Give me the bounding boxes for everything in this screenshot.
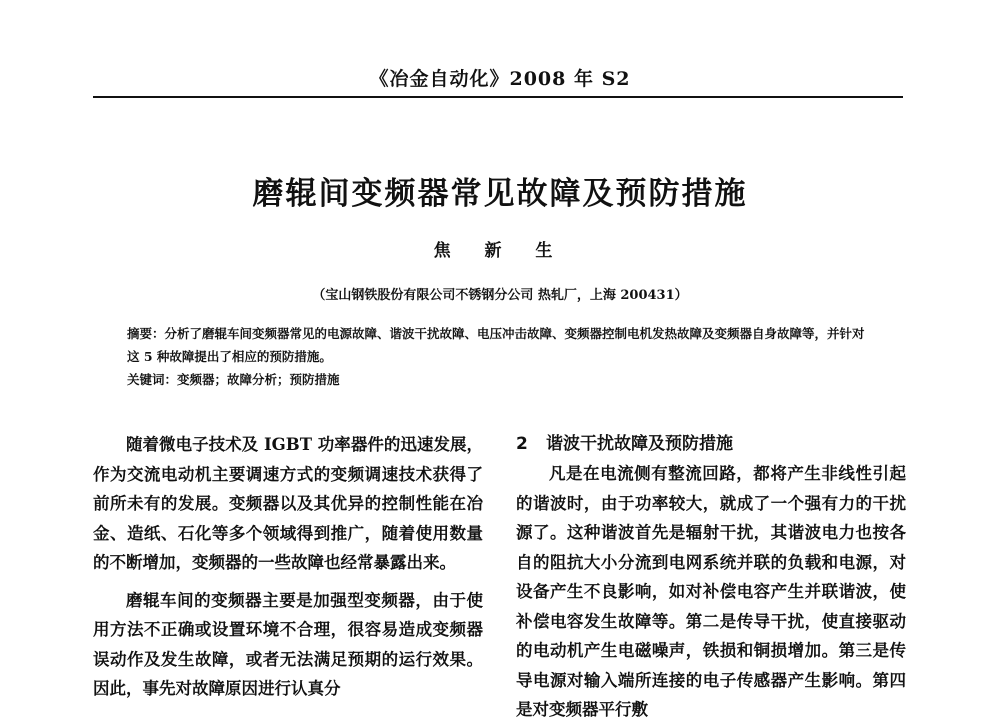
article-author: 焦 新 生 <box>433 241 567 261</box>
header-divider <box>93 96 903 98</box>
body-left-column <box>93 430 483 712</box>
body-paragraph: 凡是在电流侧有整流回路，都将产生非线性引起的谐波时，由于功率较大，就成了一个强有力的干扰源了。这种谐波首先是辐射干扰，其谐波电力也按各自的阻抗大小分流到电网系统并联的负载和电源，对设备产生不良影响，如对补偿电容产生并联谐波，使补偿电容发生故障等。第二是传导干扰，使直接驱动的电动机产生电磁噪声，铁损和铜损增加。第三是传导电源对输入端所连接的电子传感器产生影响。第四是对变频器平行敷 <box>516 464 906 719</box>
article-title: 磨辊间变频器常见故障及预防措施 <box>252 176 748 212</box>
abstract-block <box>127 322 875 391</box>
author-affiliation: （宝山钢铁股份有限公司不锈钢分公司 热轧厂，上海 200431） <box>312 288 688 303</box>
body-right-column <box>516 430 906 725</box>
section-heading <box>516 430 906 459</box>
keywords-text: 关键词：变频器；故障分析；预防措施 <box>127 372 340 387</box>
section-title: 谐波干扰故障及预防措施 <box>546 434 733 454</box>
abstract-text: 摘要：分析了磨辊车间变频器常见的电源故障、谐波干扰故障、电压冲击故障、变频器控制电机发热故障及变频器自身故障等，并针对这 5 种故障提出了相应的预防措施。 <box>127 326 865 364</box>
section-number: 2 <box>516 434 528 454</box>
body-paragraph: 磨辊车间的变频器主要是加强型变频器，由于使用方法不正确或设置环境不合理，很容易造成变频器误动作及发生故障，或者无法满足预期的运行效果。因此，事先对故障原因进行认真分 <box>93 590 483 698</box>
journal-running-header: 《冶金自动化》2008 年 S2 <box>369 68 631 90</box>
body-paragraph: 随着微电子技术及 IGBT 功率器件的迅速发展，作为交流电动机主要调速方式的变频调速技术获得了前所未有的发展。变频器以及其优异的控制性能在冶金、造纸、石化等多个领域得到推广，随着使用数量的不断增加，变频器的一些故障也经常暴露出来。 <box>93 435 483 572</box>
